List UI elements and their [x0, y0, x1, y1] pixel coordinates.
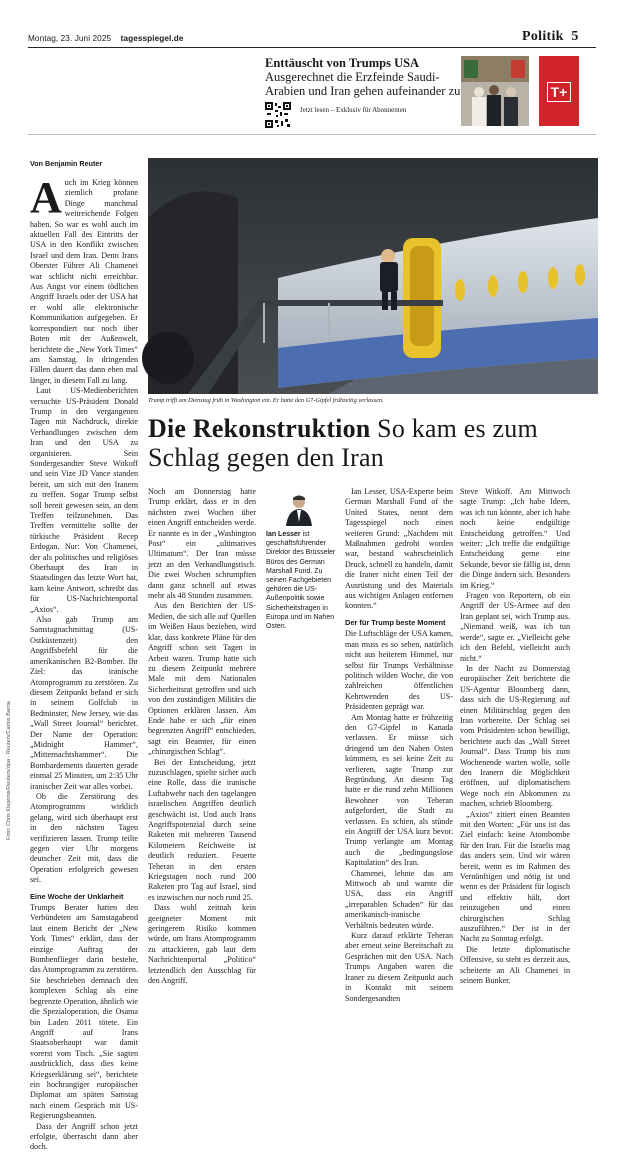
paragraph: Trumps Berater hatten den Verbündeten am Samstagabend laut einem Bericht der „New York Times“ erklärt, dass der einzige Auftrag der Bombenflieger darin bestehe, das Atomprogramm zu zerstören. Sie beschrieben demnach den komplexen Schlag als eine begrenzte Operation, ähnlich wie die Spezialoperation, die Osama bin Laden 2011 tötete. Ein Angriff auf Irans Staatsoberhaupt war damit vorerst vom Tisch. „Sie sagten ausdrücklich, dass dies keine Kriegserklärung sei“, berichtete ein hochrangiger europäischer Diplomat am späten Samstag nach einem Gespräch mit US-Regierungsbeamten. [30, 903, 138, 1121]
paragraph: Die letzte diplomatische Offensive, so steht es derzeit aus, scheiterte an Ali Chamenei in seinem Bunker. [460, 944, 570, 986]
teaser-title[interactable]: Ausgerechnet die Erzfeinde Saudi-Arabien und Iran gehen aufeinander zu [265, 70, 461, 99]
headline-rest: So kam es zum Schlag gegen den Iran [148, 414, 538, 472]
paragraph: Dass der Angriff schon jetzt erfolgte, überrascht dann aber doch. [30, 1121, 138, 1152]
headline [148, 414, 598, 472]
paragraph: Die Luftschläge der USA kamen, man muss es so sehen, natürlich nicht aus heiterem Himmel, nur selbst für Trumps Verhältnisse politisch wilden Woche, die von zahlreichen öffentlichen Kehrtwenden des US-Präsidenten geprägt war. [345, 629, 453, 712]
paragraph: Chamenei, lehnte das am Mittwoch ab und warnte die USA, dass ein Angriff „irreparablen Schaden“ für das amerikanisch-iranische Verhältnis bedeuten würde. [345, 868, 453, 930]
section-name: Politik [522, 29, 564, 44]
tplus-label: T+ [547, 82, 571, 102]
teaser-link[interactable]: Jetzt lesen – Exklusiv für Abonnenten [300, 106, 407, 114]
paragraph: In der Nacht zu Donnerstag europäischer Zeit berichtete die US-Agentur Bloomberg dann, dass sich die US-Regierung auf einen Militärschlag gegen den Iran vorbereite. Der Schlag sei vom Präsidenten schon bewilligt, berichtete auch das „Wall Street Journal“. Dass Trump bis zum Wochenende warten wolle, solle den Iranern die Möglichkeit eröffnen, auf diplomatischem Wege noch ein Abkommen zu machen, schrieb Bloomberg. [460, 663, 570, 809]
subheading: Eine Woche der Unklarheit [30, 891, 124, 901]
headline-bold: Die Rekonstruktion [148, 414, 371, 443]
teaser-rule [28, 134, 596, 135]
paragraph: Noch am Donnerstag hatte Trump erklärt, dass er in den nächsten zwei Wochen über einen Angriff entscheiden werde. Er nannte es in der „Washington Post“ ein „ultimatives Ultimatum“. Der Iran müsse jetzt an den Verhandlungstisch. Die zwei Wochen schrumpften dann ganz schnell auf etwas mehr als 48 Stunden zusammen. [148, 487, 256, 601]
paragraph: Kurz darauf erklärte Teheran aber erneut seine Bereitschaft zu Gesprächen mit den USA. Nach Trumps Angaben waren die Iraner zu diesem Zeitpunkt auch in Kontakt mit seinem Sondergesandten [345, 931, 453, 1003]
portrait-caption [266, 530, 341, 631]
article-column-1 [30, 173, 138, 1153]
teaser-photo[interactable] [461, 56, 529, 126]
qr-code-icon[interactable] [265, 102, 291, 128]
paragraph: Am Montag hatte er frühzeitig den G7-Gipfel in Kanada verlassen. Er müsse sich dringend um den Nahen Osten kümmern, es sei keine Zeit zu verlieren, sagte Trump zur Begründung. An diesem Tag hatte er die rund zehn Millionen Bewohner von Teheran aufgefordert, die Stadt zu verlassen. Es schien, als stünde ein Angriff der USA kurz bevor. Trump verlangte am Montag auch die „bedingungslose Kapitulation“ des Iran. [345, 712, 453, 868]
tplus-badge[interactable] [539, 56, 579, 126]
article-column-4 [460, 487, 570, 987]
header-rule [28, 47, 596, 48]
portrait-text: ist geschäftsführender Direktor des Brüsseler Büros des German Marshall Fund. Zu seinen Fachgebieten gehören die US-Außenpolitik sowie Sicherheitsfragen in Europa und im Nahen Osten. [266, 531, 336, 631]
paragraph: Bei der Entscheidung, jetzt zuzuschlagen, spielte sicher auch eine Rolle, dass die iranische Luftabwehr nach den tagelangen israelischen Angriffen deutlich geschwächt ist. Und auch Irans Angriffspotenzial durch seine Raketen mit mehreren Tausend Kilometern Reichweite ist deutlich reduziert. Feuerte Teheran in den ersten Kriegstagen noch rund 200 Raketen pro Tag auf Israel, sind es inzwischen nur noch rund 25. [148, 757, 256, 902]
header-date [28, 34, 184, 43]
dropcap: A [30, 173, 62, 222]
page-number: 5 [571, 29, 579, 44]
photo-caption: Trump trifft am Dienstag früh in Washington ein. Er hatte den G7-Gipfel frühzeitig verlassen. [148, 397, 384, 404]
byline: Von Benjamin Reuter [30, 159, 103, 168]
date-text: Montag, 23. Juni 2025 [28, 34, 112, 43]
paragraph: „Axios“ zitiert einen Beamten mit den Worten: „Für uns ist das Ziel einfach: keine Atombombe für den Iran. Für die Israelis mag das anders sein. Und wir wären bereit, wenn es im Rahmen des Vernünftigen und nötig ist und wenn es der Präsident für logisch und effektiv hält, dort reinzugehen und einen chirurgischen Schlag auszuführen.“ Der ist in der Nacht zu Sonntag erfolgt. [460, 809, 570, 944]
teaser-kicker[interactable]: Enttäuscht von Trumps USA [265, 56, 420, 70]
paragraph: Aus den Berichten der US-Medien, die sich alle auf Quellen im Weißen Haus beziehen, wird klar, dass konkrete Pläne für den Angriff schon seit Tagen in Arbeit waren. Trump hatte sich zu diesem Zeitpunkt mehrere Male mit dem Nationalen Sicherheitsrat getroffen und sich von den zuständigen Militärs die Optionen erklären lassen. Am Ende habe er sich „für einen begrenzten Angriff“ entschieden, sagt ein Beamter, für einen „chirurgischen Schlag“. [148, 601, 256, 757]
paragraph: Ian Lesser, USA-Experte beim German Marshall Fund of the United States, nennt dem Tagesspiegel noch einen weiteren Grund: „Nachdem mit Maßnahmen gedroht worden war, bestand wahrscheinlich Druck, schnell zu handeln, damit die Iraner nicht einen Teil der Ausrüstung und des Materials aus wichtigen Anlagen entfernen konnten.“ [345, 487, 453, 611]
paragraph: Fragen von Reportern, ob ein Angriff der US-Armee auf den Iran geplant sei, wich Trump aus. „Niemand weiß, was ich tun werde“, sagte er. „Vielleicht gebe ich den Befehl, vielleicht auch nicht.“ [460, 591, 570, 663]
subheading: Der für Trump beste Moment [345, 617, 446, 627]
article-column-3 [345, 487, 453, 1004]
article-photo[interactable] [148, 158, 598, 394]
paragraph: Steve Witkoff. Am Mittwoch sagte Trump: „Ich habe Ideen, was ich tun könnte, aber ich habe noch keine endgültige Entscheidung getroffen.“ Und weiter: „Ich treffe die endgültige Entscheidung gerne eine Sekunde, bevor sie fällig ist, denn die Dinge ändern sich. Besonders im Krieg.“ [460, 487, 570, 590]
paragraph: Also gab Trump am Samstagnachmittag (US-Ostküstenzeit) den Angriffsbefehl für die amerikanischen B2-Bomber. Ihr Ziel: das iranische Atomprogramm zu zerstören. Zu diesem Zeitpunkt befand er sich in seinem Golfclub in Bedminster, New Jersey, wie das „Wall Street Journal“ berichtet. Der Name der Operation: „Midnight Hammer“, „Mitternachtshammer“. Die Bombardements dauerten gerade einmal 25 Minuten, um 2:35 Uhr iranischer Zeit war alles vorbei. [30, 615, 138, 791]
site-name[interactable]: tagesspiegel.de [120, 34, 184, 43]
paragraph: Dass wohl zeitnah kein geeigneter Moment mit geringerem Risiko kommen würde, um Irans Atomprogramm zu attackieren, gab laut dem Nachrichtenportal „Politico“ letztendlich den Ausschlag für den Angriff. [148, 903, 256, 986]
paragraph: uch im Krieg können ziemlich profane Dinge manchmal weitreichende Folgen haben. So war es wohl auch im aktuellen Fall des Eintritts der USA in den Konflikt zwischen Israel und dem Iran. Denn Irans Oberster Führer Ali Chamenei war schlicht nicht erreichbar. Aus Angst vor einem tödlichen Angriff Israels oder der USA hat er wohl alle elektronische Kommunikation aufgegeben. Er korrespondiert nur noch über Boten mit der Außenwelt, berichtete die „New York Times“ am Samstag. In dringenden Fällen dauert das dann eben mal länger, in diesem Fall zu lang. [30, 178, 138, 385]
paragraph: Laut US-Medienberichten versuchte US-Präsident Donald Trump in den vergangenen Tagen mit Nachdruck, direkte Verhandlungen zwischen dem Iran und den USA zu organisieren. Sein Sondergesandter Steve Witkoff und sein Vize JD Vance standen bereit, um sich mit den Iranern zu treffen. Sogar Trump selbst soll bereit gewesen sein, an dem Treffen teilzunehmen. Das Treffen vermittelte sollte der türkische Präsident Recep Erdogan. Nur: Von Chamenei, der als politisches und religiöses Oberhaupt des Iran in Staatsdingen das letzte Wort hat, kam keine Antwort, schreibt das für US-Nachrichtenportal „Axios“. [30, 386, 138, 614]
photo-credit: Foto: Chris Kleponis/Reuters/dpa · Reuters/Carlos Barria [6, 701, 12, 840]
section-header [522, 29, 579, 45]
portrait-photo [276, 492, 322, 526]
portrait-name: Ian Lesser [266, 531, 301, 538]
article-column-2 [148, 487, 256, 987]
paragraph: Ob die Zerstörung des Atomprogramms wirklich gelang, wird sich überhaupt erst in den nächsten Tagen verifizieren lassen. Trump teilte gegen vier Uhr morgens deutscher Zeit mit, dass die Operation erfolgreich gewesen sei. [30, 791, 138, 885]
